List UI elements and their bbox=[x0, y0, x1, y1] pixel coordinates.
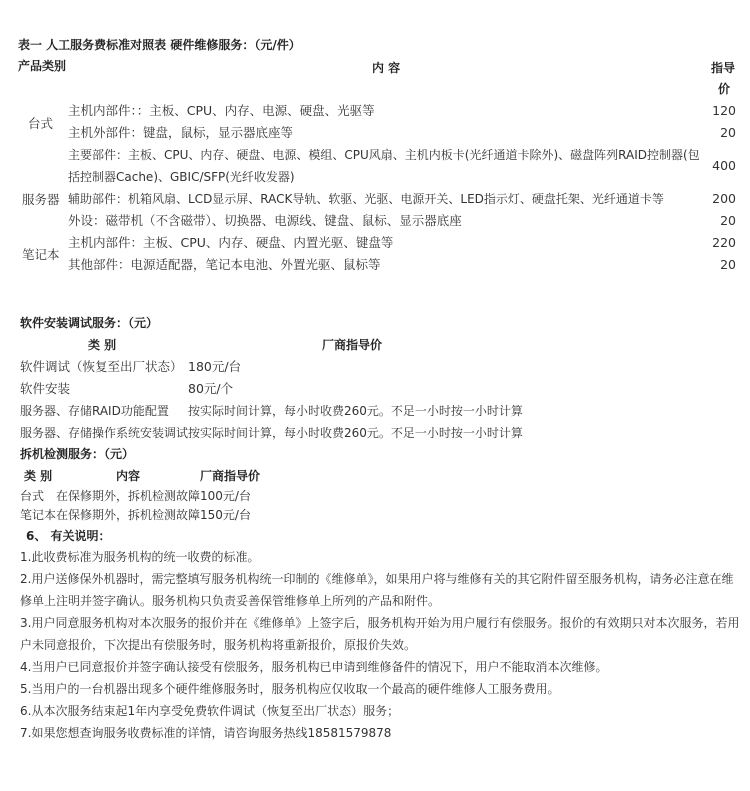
row-content: 主机内部件：：主板、CPU、内存、电源、硬盘、光驱等 bbox=[68, 103, 375, 118]
software-item: 服务器、存储操作系统安装调试 bbox=[20, 426, 189, 440]
software-item: 软件调试（恢复至出厂状态） bbox=[20, 359, 183, 374]
inspection-category: 台式 bbox=[20, 489, 45, 503]
row-price: 200 bbox=[712, 191, 736, 206]
inspection-text: 在保修期外，拆机检测故障100元/台 bbox=[56, 489, 251, 503]
inspection-header-category: 类 别 bbox=[24, 469, 53, 483]
note-line: 7.如果您想查询服务收费标准的详情，请咨询服务热线18581579878 bbox=[20, 726, 392, 740]
note-line: 修单上注明并签字确认。服务机构只负责妥善保管维修单上所列的产品和附件。 bbox=[20, 594, 441, 608]
row-content-line1: 主要部件：主板、CPU、内存、硬盘、电源、模组、CPU风扇、主机内板卡(光纤通道卡除外)、磁盘阵列RAID控制器(包 bbox=[68, 148, 700, 162]
software-price: 80元/个 bbox=[188, 381, 234, 396]
note-line: 户未同意报价，下次提出有偿服务时，服务机构将重新报价，原报价失效。 bbox=[20, 638, 417, 652]
hardware-header-price-line1: 指导 bbox=[711, 61, 736, 75]
row-price: 120 bbox=[712, 103, 736, 118]
row-content: 其他部件：电源适配器，笔记本电池、外置光驱、鼠标等 bbox=[68, 257, 381, 272]
software-price: 按实际时间计算，每小时收费260元。不足一小时按一小时计算 bbox=[188, 404, 523, 418]
software-item: 软件安装 bbox=[20, 381, 71, 396]
hardware-header-content: 内 容 bbox=[372, 61, 401, 75]
software-header-price: 厂商指导价 bbox=[322, 338, 383, 352]
row-content: 主机外部件：键盘，鼠标，显示器底座等 bbox=[68, 125, 294, 140]
row-content-line2: 括控制器Cache)、GBIC/SFP(光纤收发器) bbox=[68, 170, 295, 184]
row-content: 外设：磁带机（不含磁带）、切换器、电源线、键盘、鼠标、显示器底座 bbox=[68, 213, 462, 228]
note-line: 3.用户同意服务机构对本次服务的报价并在《维修单》上签字后，服务机构开始为用户履行有偿服务。报价的有效期只对本次服务，若用 bbox=[20, 616, 740, 630]
row-price: 20 bbox=[720, 257, 736, 272]
row-content: 辅助部件：机箱风扇、LCD显示屏、RACK导轨、软驱、光驱、电源开关、LED指示灯、硬盘托架、光纤通道卡等 bbox=[68, 192, 664, 206]
note-line: 6.从本次服务结束起1年内享受免费软件调试（恢复至出厂状态）服务； bbox=[20, 704, 400, 718]
row-price: 20 bbox=[720, 213, 736, 228]
row-price: 20 bbox=[720, 125, 736, 140]
notes-title: 6、 有关说明： bbox=[26, 529, 111, 543]
category-notebook: 笔记本 bbox=[22, 247, 60, 262]
note-line: 1.此收费标准为服务机构的统一收费的标准。 bbox=[20, 550, 260, 564]
inspection-title: 拆机检测服务：（元） bbox=[20, 447, 135, 461]
category-desktop: 台式 bbox=[28, 116, 54, 131]
row-content: 主机内部件：主板、CPU、内存、硬盘、内置光驱、键盘等 bbox=[68, 235, 394, 250]
note-line: 2.用户送修保外机器时，需完整填写服务机构统一印制的《维修单》，如果用户将与维修有关的其它附件留至服务机构，请务必注意在维 bbox=[20, 572, 734, 586]
software-header-category: 类 别 bbox=[88, 338, 117, 352]
inspection-category: 笔记本 bbox=[20, 508, 57, 522]
note-line: 4.当用户已同意报价并签字确认接受有偿服务，服务机构已申请到维修备件的情况下，用户不能取消本次维修。 bbox=[20, 660, 608, 674]
hardware-header-price-line2: 价 bbox=[718, 82, 731, 96]
inspection-header-content: 内容 bbox=[116, 469, 141, 483]
hardware-header-category: 产品类别 bbox=[18, 59, 67, 73]
category-server: 服务器 bbox=[22, 192, 60, 207]
row-price: 220 bbox=[712, 235, 736, 250]
hardware-title: 表一 人工服务费标准对照表 硬件维修服务：（元/件） bbox=[18, 38, 301, 52]
row-price: 400 bbox=[712, 158, 736, 173]
inspection-header-price: 厂商指导价 bbox=[200, 469, 261, 483]
software-price: 按实际时间计算，每小时收费260元。不足一小时按一小时计算 bbox=[188, 426, 523, 440]
software-item: 服务器、存储RAID功能配置 bbox=[20, 404, 169, 418]
software-price: 180元/台 bbox=[188, 359, 242, 374]
software-title: 软件安装调试服务：（元） bbox=[20, 316, 159, 330]
inspection-text: 在保修期外，拆机检测故障150元/台 bbox=[56, 508, 251, 522]
note-line: 5.当用户的一台机器出现多个硬件维修服务时，服务机构应仅收取一个最高的硬件维修人工服务费用。 bbox=[20, 682, 560, 696]
